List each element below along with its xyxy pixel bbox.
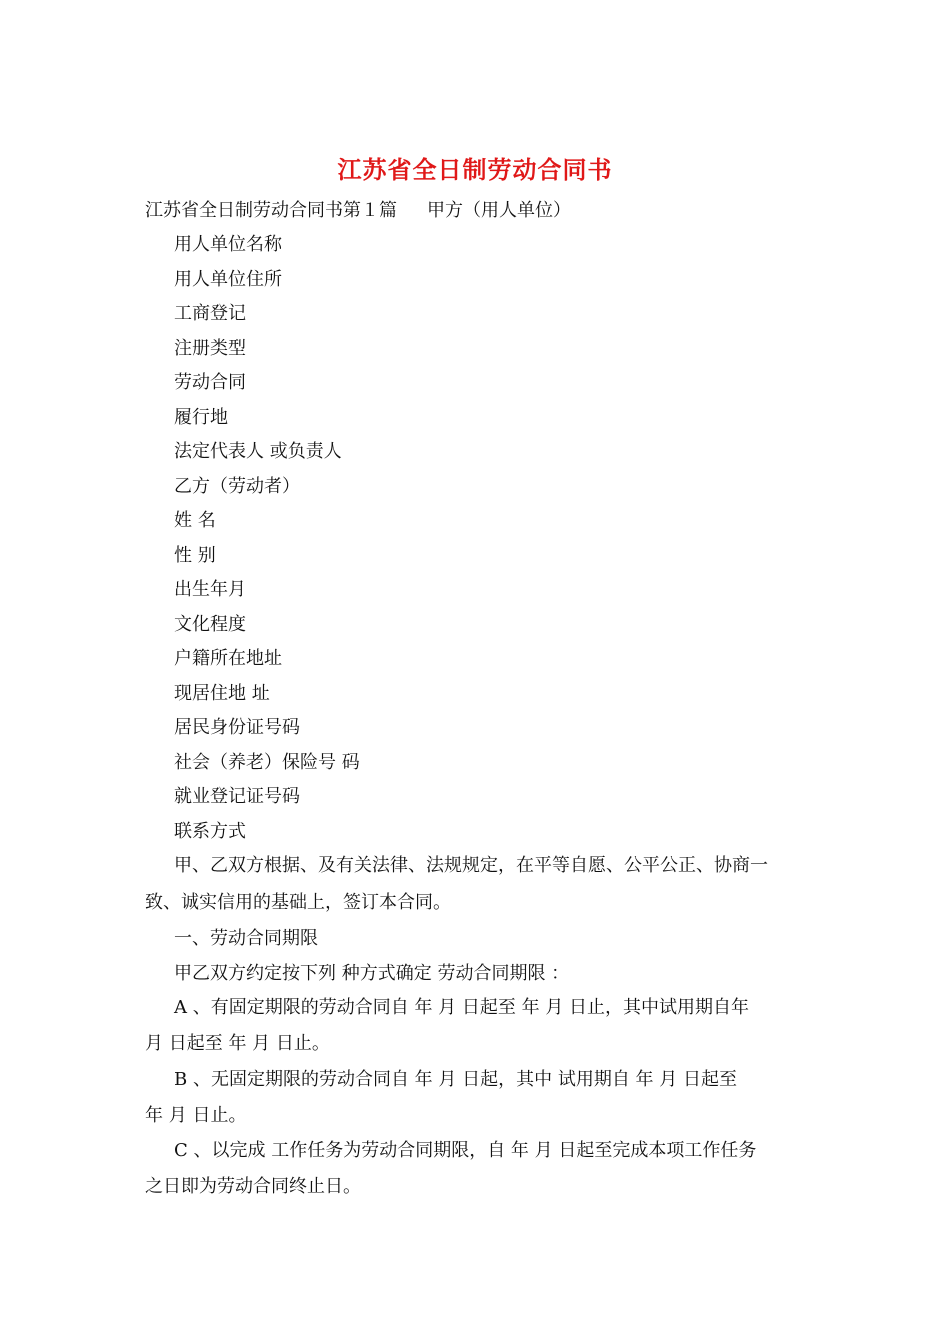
intro-heading: 江苏省全日制劳动合同书第１篇 — [145, 200, 397, 221]
field-gender: 性 别 — [174, 545, 216, 566]
field-current-address: 现居住地 址 — [174, 683, 270, 704]
intro-line — [145, 199, 571, 223]
field-legal-representative: 法定代表人 或负责人 — [174, 441, 342, 462]
field-performance-place: 履行地 — [174, 407, 228, 428]
party-b-label: 乙方（劳动者） — [174, 476, 300, 497]
field-education: 文化程度 — [174, 614, 246, 635]
field-employment-number: 就业登记证号码 — [174, 786, 300, 807]
field-registration-type: 注册类型 — [174, 338, 246, 359]
paragraph-1-line-2: 致、诚实信用的基础上，签订本合同。 — [145, 892, 451, 913]
item-b-line-2: 年 月 日止。 — [145, 1105, 247, 1126]
field-contact: 联系方式 — [174, 821, 246, 842]
item-c-line-1: C 、以完成 工作任务为劳动合同期限，自 年 月 日起至完成本项工作任务 — [174, 1140, 757, 1161]
document-title: 江苏省全日制劳动合同书 — [337, 155, 613, 184]
field-labor-contract: 劳动合同 — [174, 372, 246, 393]
item-a-line-1: A 、有固定期限的劳动合同自 年 月 日起至 年 月 日止，其中试用期自年 — [174, 997, 750, 1018]
party-a-label: 甲方（用人单位） — [427, 200, 571, 221]
field-business-registration: 工商登记 — [174, 303, 246, 324]
field-household-address: 户籍所在地址 — [174, 648, 282, 669]
field-id-number: 居民身份证号码 — [174, 717, 300, 738]
field-employer-address: 用人单位住所 — [174, 269, 282, 290]
section-1-intro: 甲乙双方约定按下列 种方式确定 劳动合同期限 ： — [174, 963, 570, 984]
item-b-line-1: B 、无固定期限的劳动合同自 年 月 日起，其中 试用期自 年 月 日起至 — [174, 1069, 737, 1090]
item-a-line-2: 月 日起至 年 月 日止。 — [145, 1033, 330, 1054]
field-employer-name: 用人单位名称 — [174, 234, 282, 255]
field-birth-date: 出生年月 — [174, 579, 246, 600]
item-c-line-2: 之日即为劳动合同终止日。 — [145, 1176, 361, 1197]
section-1-heading: 一、劳动合同期限 — [174, 928, 318, 949]
field-name: 姓 名 — [174, 510, 216, 531]
paragraph-1-line-1: 甲、乙双方根据、及有关法律、法规规定，在平等自愿、公平公正、协商一 — [174, 855, 768, 876]
field-insurance-number: 社会（养老）保险号 码 — [174, 752, 360, 773]
